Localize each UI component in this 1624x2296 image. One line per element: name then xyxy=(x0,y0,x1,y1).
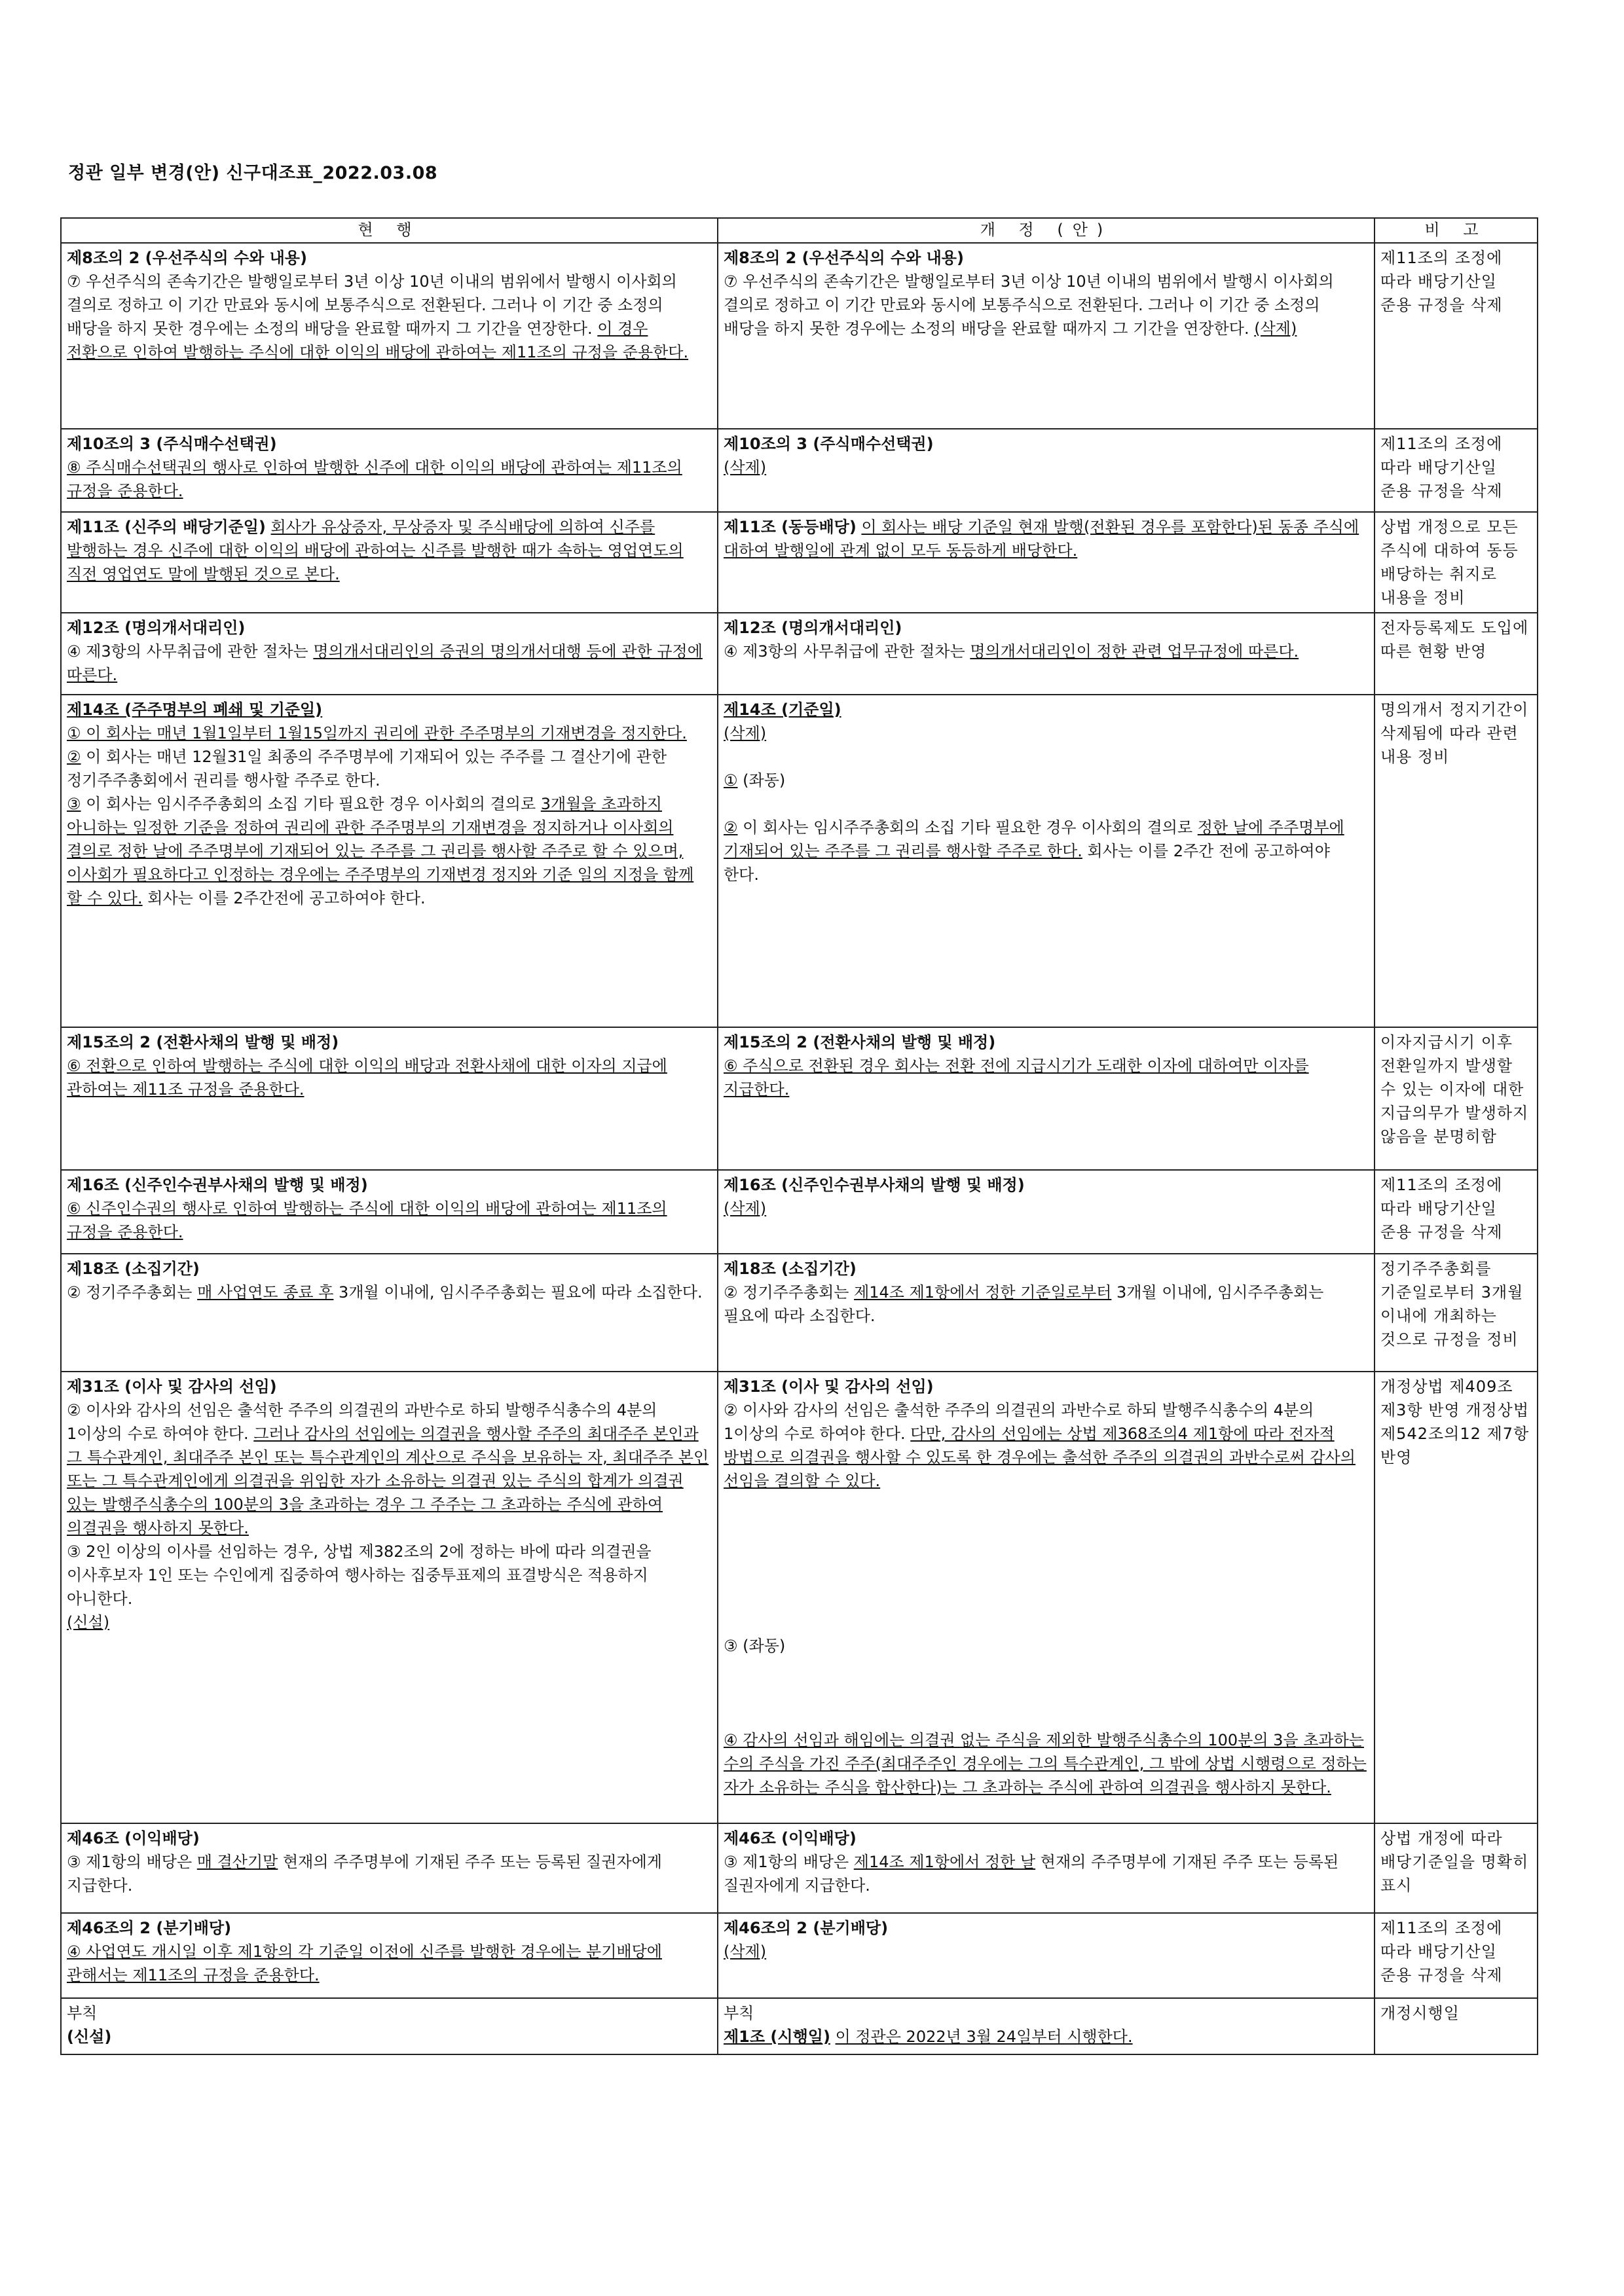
current-cell xyxy=(61,1998,718,2054)
article-paragraph-2: ② 이사와 감사의 선임은 출석한 주주의 의결권의 과반수로 하되 발행주식총수의 4분의 1이상의 수로 하여야 한다. 그러나 감사의 선임에는 의결권을 행사할 주주의 최대주주 본인과 그 특수관계인, 최대주주 본인 또는 특수관계인의 계산으로 주식을 보유하는 자, 최대주주 본인 또는 그 특수관계인에게 의결권을 위임한 자가 소유하는 의결권 있는 주식의 합계가 의결권 있는 발행주식총수의 100분의 3을 초과하는 경우 그 주주는 그 초과하는 주식에 관하여 의결권을 행사하지 못한다. xyxy=(67,1401,709,1537)
article-text-underlined: ⑥ 전환으로 인하여 발행하는 주식에 대한 이익의 배당과 전환사채에 대한 이자의 지급에 관하여는 제11조 규정을 준용한다. xyxy=(67,1057,667,1099)
revised-cell xyxy=(718,1913,1375,1998)
article-title: 제12조 (명의개서대리인) xyxy=(67,619,246,637)
article-title: 제14조 (기준일) xyxy=(724,701,841,719)
note-cell: 제11조의 조정에 따라 배당기산일 준용 규정을 삭제 xyxy=(1375,243,1538,429)
revised-cell xyxy=(718,512,1375,613)
note-cell: 제11조의 조정에 따라 배당기산일 준용 규정을 삭제 xyxy=(1375,429,1538,512)
current-cell xyxy=(61,695,718,1027)
article-title: 제12조 (명의개서대리인) xyxy=(724,619,902,637)
article-title: 제15조의 2 (전환사채의 발행 및 배정) xyxy=(724,1033,996,1051)
addendum-label: 부칙 xyxy=(724,2004,754,2022)
note-cell: 개정상법 제409조 제3항 반영 개정상법 제542조의12 제7항 반영 xyxy=(1375,1372,1538,1823)
current-cell: 제18조 (소집기간) ② 정기주주총회는 매 사업연도 종료 후 3개월 이내에, 임시주주총회는 필요에 따라 소집한다. xyxy=(61,1254,718,1372)
article-paragraph-new: (신설) xyxy=(67,1613,110,1631)
article-text-underlined: 명의개서대리인이 정한 관련 업무규정에 따른다. xyxy=(970,642,1299,661)
article-title: 제10조의 3 (주식매수선택권) xyxy=(67,435,277,453)
article-text-underlined: ⑥ 신주인수권의 행사로 인하여 발행하는 주식에 대한 이익의 배당에 관하여는 제11조의 규정을 준용한다. xyxy=(67,1199,667,1241)
article-text-underlined: 이 정관은 2022년 3월 24일부터 시행한다. xyxy=(835,2028,1133,2046)
article-paragraph-1: (삭제) xyxy=(724,724,767,742)
table-row xyxy=(61,613,1538,695)
table-row xyxy=(61,429,1538,512)
addendum-label: 부칙 xyxy=(67,2004,98,2022)
article-text: ④ 제3항의 사무취급에 관한 절차는 xyxy=(724,642,970,661)
revised-cell xyxy=(718,1998,1375,2054)
article-title: 제18조 (소집기간) xyxy=(67,1260,200,1278)
article-title: 제11조 (신주의 배당기준일) xyxy=(67,518,266,536)
current-cell xyxy=(61,512,718,613)
revised-cell xyxy=(718,243,1375,429)
article-title: 제16조 (신주인수권부사채의 발행 및 배정) xyxy=(724,1176,1025,1194)
table-row xyxy=(61,1998,1538,2054)
article-paragraph-1: ① 이 회사는 매년 1월1일부터 1월15일까지 권리에 관한 주주명부의 기재변경을 정지한다. xyxy=(67,724,687,742)
note-cell: 정기주주총회를 기준일로부터 3개월 이내에 개최하는 것으로 규정을 정비 xyxy=(1375,1254,1538,1372)
current-cell xyxy=(61,1170,718,1254)
comparison-table xyxy=(60,217,1538,2055)
revised-cell xyxy=(718,1027,1375,1170)
article-paragraph-3: ③ (좌동) xyxy=(724,1637,786,1655)
table-row xyxy=(61,243,1538,429)
document-title: 정관 일부 변경(안) 신구대조표_2022.03.08 xyxy=(68,163,438,183)
current-cell xyxy=(61,243,718,429)
header-note: 비 고 xyxy=(1375,218,1538,243)
current-cell xyxy=(61,613,718,695)
table-row xyxy=(61,1027,1538,1170)
article-title: 제14조 (주주명부의 폐쇄 및 기준일) xyxy=(67,701,323,719)
note-cell: 상법 개정으로 모든 주식에 대하여 동등 배당하는 취지로 내용을 정비 xyxy=(1375,512,1538,613)
note-cell: 제11조의 조정에 따라 배당기산일 준용 규정을 삭제 xyxy=(1375,1913,1538,1998)
article-text: ④ 제3항의 사무취급에 관한 절차는 xyxy=(67,642,314,661)
article-text-underlined: ⑥ 주식으로 전환된 경우 회사는 전환 전에 지급시기가 도래한 이자에 대하여만 이자를 지급한다. xyxy=(724,1057,1309,1099)
article-paragraph-2: ② 이 회사는 매년 12월31일 최종의 주주명부에 기재되어 있는 주주를 그 결산기에 관한 정기주주총회에서 권리를 행사할 주주로 한다. xyxy=(67,748,667,790)
revised-cell xyxy=(718,1372,1375,1823)
note-cell: 전자등록제도 도입에 따른 현황 반영 xyxy=(1375,613,1538,695)
revised-cell: 제46조 (이익배당) ③ 제1항의 배당은 제14조 제1항에서 정한 날 현재의 주주명부에 기재된 주주 또는 등록된 질권자에게 지급한다. xyxy=(718,1823,1375,1913)
article-text-underlined: 이 회사는 배당 기준일 현재 발행(전환된 경우를 포함한다)된 동종 주식에 대하여 발행일에 관계 없이 모두 동등하게 배당한다. xyxy=(724,518,1359,560)
article-text-underlined: 회사가 유상증자, 무상증자 및 주식배당에 의하여 신주를 발행하는 경우 신주에 대한 이익의 배당에 관하여는 신주를 발행한 때가 속하는 영업연도의 직전 영업연도 말에 발행된 것으로 본다. xyxy=(67,518,684,583)
note-cell: 제11조의 조정에 따라 배당기산일 준용 규정을 삭제 xyxy=(1375,1170,1538,1254)
article-text: ⑦ 우선주식의 존속기간은 발행일로부터 3년 이상 10년 이내의 범위에서 발행시 이사회의 결의로 정하고 이 기간 만료와 동시에 보통주식으로 전환된다. 그러나 이 기간 중 소정의 배당을 하지 못한 경우에는 소정의 배당을 완료할 때까지 그 기간을 연장한다. xyxy=(724,272,1334,338)
table-row xyxy=(61,512,1538,613)
article-title: 제31조 (이사 및 감사의 선임) xyxy=(67,1377,277,1396)
article-title: 제46조 (이익배당) xyxy=(724,1829,857,1848)
article-paragraph-2: ② 이사와 감사의 선임은 출석한 주주의 의결권의 과반수로 하되 발행주식총수의 4분의 1이상의 수로 하여야 한다. 다만, 감사의 선임에는 상법 제368조의4 제1항에 따라 전자적 방법으로 의결권을 행사할 수 있도록 한 경우에는 출석한 주주의 의결권의 과반수로써 감사의 선임을 결의할 수 있다. xyxy=(724,1401,1356,1490)
article-title: 제16조 (신주인수권부사채의 발행 및 배정) xyxy=(67,1176,368,1194)
revised-cell: 제18조 (소집기간) ② 정기주주총회는 제14조 제1항에서 정한 기준일로부터 3개월 이내에, 임시주주총회는 필요에 따라 소집한다. xyxy=(718,1254,1375,1372)
table-row xyxy=(61,1170,1538,1254)
revised-cell xyxy=(718,1170,1375,1254)
article-paragraph-4: ④ 감사의 선임과 해임에는 의결권 없는 주식을 제외한 발행주식총수의 100분의 3을 초과하는 수의 주식을 가진 주주(최대주주인 경우에는 그의 특수관계인, 그 밖에 상법 시행령으로 정하는 자가 소유하는 주식을 합산한다)는 그 초과하는 주식에 관하여 의결권을 행사하지 못한다. xyxy=(724,1731,1367,1796)
table-row xyxy=(61,1254,1538,1372)
table-row xyxy=(61,1913,1538,1998)
note-cell: 개정시행일 xyxy=(1375,1998,1538,2054)
current-cell xyxy=(61,429,718,512)
article-paragraph-3: ③ 이 회사는 임시주주총회의 소집 기타 필요한 경우 이사회의 결의로 3개월을 초과하지 아니하는 일정한 기준을 정하여 권리에 관한 주주명부의 기재변경을 정지하거나 이사회의 결의로 정한 날에 주주명부에 기재되어 있는 주주를 그 권리를 행사할 주주로 할 수 있으며, 이사회가 필요하다고 인정하는 경우에는 주주명부의 기재변경 정지와 기준 일의 지정을 함께 할 수 있다. 회사는 이를 2주간전에 공고하여야 한다. xyxy=(67,795,694,907)
table-header-row xyxy=(61,218,1538,243)
note-cell: 명의개서 정지기간이 삭제됨에 따라 관련 내용 정비 xyxy=(1375,695,1538,1027)
article-paragraph-3: ② 이 회사는 임시주주총회의 소집 기타 필요한 경우 이사회의 결의로 정한 날에 주주명부에 기재되어 있는 주주를 그 권리를 행사할 주주로 한다. 회사는 이를 2주간 전에 공고하여야 한다. xyxy=(724,818,1344,884)
article-title: 제1조 (시행일) xyxy=(724,2028,830,2046)
note-cell: 이자지급시기 이후 전환일까지 발생할 수 있는 이자에 대한 지급의무가 발생하지 않음을 분명히함 xyxy=(1375,1027,1538,1170)
article-title: 제18조 (소집기간) xyxy=(724,1260,857,1278)
article-title: 제8조의 2 (우선주식의 수와 내용) xyxy=(67,249,307,267)
table-row xyxy=(61,1372,1538,1823)
revised-cell xyxy=(718,429,1375,512)
article-title: 제15조의 2 (전환사채의 발행 및 배정) xyxy=(67,1033,339,1051)
article-title: 제31조 (이사 및 감사의 선임) xyxy=(724,1377,934,1396)
table-row xyxy=(61,695,1538,1027)
table-row xyxy=(61,1823,1538,1913)
article-title: 제8조의 2 (우선주식의 수와 내용) xyxy=(724,249,964,267)
article-text-underlined: 이 경우 전환으로 인하여 발행하는 주식에 대한 이익의 배당에 관하여는 제11조의 규정을 준용한다. xyxy=(67,319,689,361)
current-cell: 제46조 (이익배당) ③ 제1항의 배당은 매 결산기말 현재의 주주명부에 기재된 주주 또는 등록된 질권자에게 지급한다. xyxy=(61,1823,718,1913)
article-text-underlined: (삭제) xyxy=(724,458,767,477)
revised-cell xyxy=(718,695,1375,1027)
header-current: 현 행 xyxy=(61,218,718,243)
article-text-underlined: 명의개서대리인의 증권의 명의개서대행 등에 관한 규정에 따른다. xyxy=(67,642,703,684)
article-text-underlined: (삭제) xyxy=(724,1942,767,1961)
article-title: 제10조의 3 (주식매수선택권) xyxy=(724,435,934,453)
article-title: 제46조 (이익배당) xyxy=(67,1829,200,1848)
current-cell xyxy=(61,1913,718,1998)
article-title: (신설) xyxy=(67,2028,112,2046)
note-cell: 상법 개정에 따라 배당기준일을 명확히 표시 xyxy=(1375,1823,1538,1913)
article-title: 제11조 (동등배당) xyxy=(724,518,857,536)
revised-cell xyxy=(718,613,1375,695)
article-paragraph-3: ③ 2인 이상의 이사를 선임하는 경우, 상법 제382조의 2에 정하는 바에 따라 의결권을 이사후보자 1인 또는 수인에게 집중하여 행사하는 집중투표제의 표결방식은 적용하지 아니한다. xyxy=(67,1542,652,1608)
article-title: 제46조의 2 (분기배당) xyxy=(724,1919,889,1937)
current-cell xyxy=(61,1372,718,1823)
article-text-underlined: ④ 사업연도 개시일 이후 제1항의 각 기준일 이전에 신주를 발행한 경우에는 분기배당에 관해서는 제11조의 규정을 준용한다. xyxy=(67,1942,662,1984)
article-text-underlined: (삭제) xyxy=(724,1199,767,1218)
article-text-underlined: ⑧ 주식매수선택권의 행사로 인하여 발행한 신주에 대한 이익의 배당에 관하여는 제11조의 규정을 준용한다. xyxy=(67,458,682,500)
article-title: 제46조의 2 (분기배당) xyxy=(67,1919,232,1937)
current-cell xyxy=(61,1027,718,1170)
article-paragraph-2: ① (좌동) xyxy=(724,771,786,790)
article-text: ⑦ 우선주식의 존속기간은 발행일로부터 3년 이상 10년 이내의 범위에서 발행시 이사회의 결의로 정하고 이 기간 만료와 동시에 보통주식으로 전환된다. 그러나 이 기간 중 소정의 배당을 하지 못한 경우에는 소정의 배당을 완료할 때까지 그 기간을 연장한다. xyxy=(67,272,677,338)
article-text-underlined: (삭제) xyxy=(1254,319,1297,338)
header-revised: 개 정 (안) xyxy=(718,218,1375,243)
